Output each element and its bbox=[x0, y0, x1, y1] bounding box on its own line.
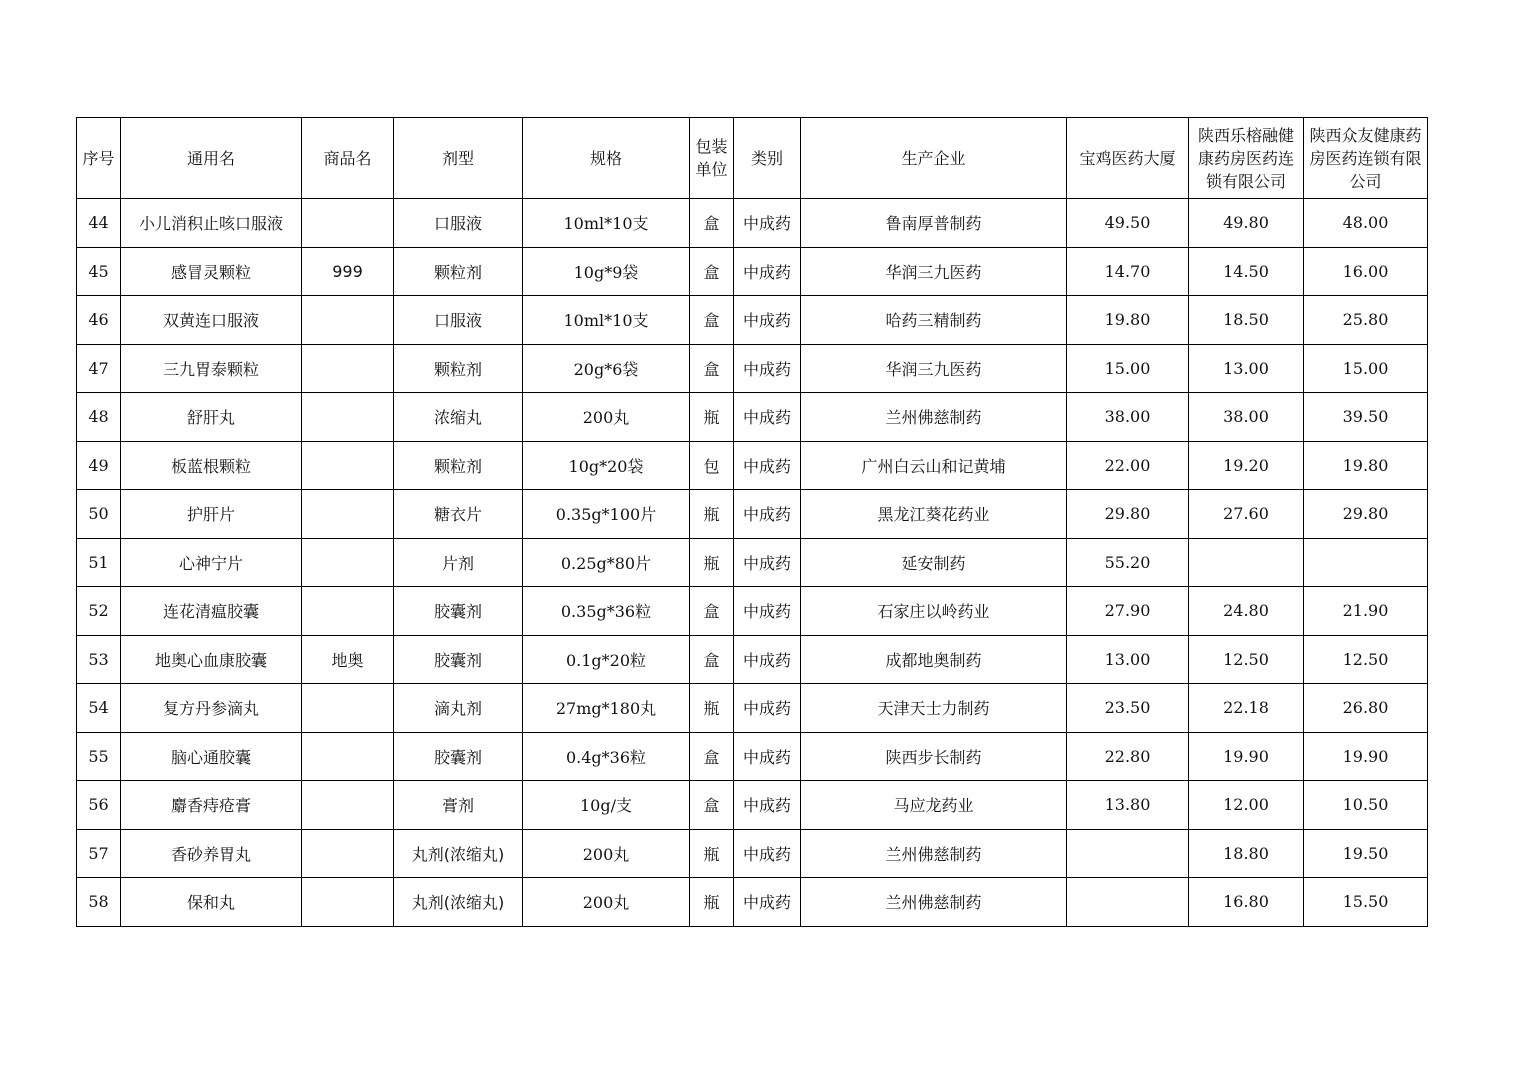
cell-dosage-form: 胶囊剂 bbox=[394, 587, 523, 636]
cell-package-unit: 瓶 bbox=[690, 538, 734, 587]
header-col-dosage-form: 剂型 bbox=[394, 118, 523, 199]
cell-category: 中成药 bbox=[734, 296, 801, 345]
cell-brand-name bbox=[302, 199, 394, 248]
cell-price-zhongyou: 15.50 bbox=[1304, 878, 1428, 927]
cell-package-unit: 盒 bbox=[690, 247, 734, 296]
cell-dosage-form: 糖衣片 bbox=[394, 490, 523, 539]
cell-index: 50 bbox=[77, 490, 121, 539]
cell-spec: 10ml*10支 bbox=[523, 199, 690, 248]
cell-category: 中成药 bbox=[734, 199, 801, 248]
cell-generic-name: 小儿消积止咳口服液 bbox=[121, 199, 302, 248]
cell-price-zhongyou: 25.80 bbox=[1304, 296, 1428, 345]
cell-generic-name: 板蓝根颗粒 bbox=[121, 441, 302, 490]
cell-package-unit: 瓶 bbox=[690, 490, 734, 539]
cell-price-baoji: 23.50 bbox=[1067, 684, 1189, 733]
table-header bbox=[77, 118, 1428, 199]
cell-category: 中成药 bbox=[734, 781, 801, 830]
cell-spec: 0.25g*80片 bbox=[523, 538, 690, 587]
table-row bbox=[77, 296, 1428, 345]
cell-index: 45 bbox=[77, 247, 121, 296]
cell-brand-name bbox=[302, 393, 394, 442]
cell-price-lerongrong: 19.90 bbox=[1189, 732, 1304, 781]
cell-package-unit: 盒 bbox=[690, 344, 734, 393]
cell-brand-name bbox=[302, 538, 394, 587]
cell-index: 57 bbox=[77, 829, 121, 878]
cell-price-lerongrong: 13.00 bbox=[1189, 344, 1304, 393]
cell-price-lerongrong: 19.20 bbox=[1189, 441, 1304, 490]
cell-spec: 0.35g*36粒 bbox=[523, 587, 690, 636]
cell-generic-name: 双黄连口服液 bbox=[121, 296, 302, 345]
drug-price-table bbox=[76, 117, 1428, 927]
cell-index: 53 bbox=[77, 635, 121, 684]
cell-manufacturer: 陕西步长制药 bbox=[801, 732, 1067, 781]
cell-manufacturer: 华润三九医药 bbox=[801, 344, 1067, 393]
table-row bbox=[77, 538, 1428, 587]
cell-price-zhongyou: 19.90 bbox=[1304, 732, 1428, 781]
cell-index: 55 bbox=[77, 732, 121, 781]
cell-price-zhongyou: 21.90 bbox=[1304, 587, 1428, 636]
cell-manufacturer: 马应龙药业 bbox=[801, 781, 1067, 830]
cell-manufacturer: 天津天士力制药 bbox=[801, 684, 1067, 733]
cell-manufacturer: 哈药三精制药 bbox=[801, 296, 1067, 345]
cell-price-zhongyou: 39.50 bbox=[1304, 393, 1428, 442]
cell-category: 中成药 bbox=[734, 732, 801, 781]
cell-generic-name: 三九胃泰颗粒 bbox=[121, 344, 302, 393]
cell-dosage-form: 浓缩丸 bbox=[394, 393, 523, 442]
cell-manufacturer: 鲁南厚普制药 bbox=[801, 199, 1067, 248]
cell-dosage-form: 片剂 bbox=[394, 538, 523, 587]
cell-dosage-form: 口服液 bbox=[394, 296, 523, 345]
cell-brand-name bbox=[302, 344, 394, 393]
cell-price-zhongyou: 19.80 bbox=[1304, 441, 1428, 490]
cell-manufacturer: 延安制药 bbox=[801, 538, 1067, 587]
cell-package-unit: 盒 bbox=[690, 732, 734, 781]
cell-price-baoji bbox=[1067, 878, 1189, 927]
cell-package-unit: 包 bbox=[690, 441, 734, 490]
cell-manufacturer: 兰州佛慈制药 bbox=[801, 878, 1067, 927]
cell-spec: 27mg*180丸 bbox=[523, 684, 690, 733]
header-col-package-unit: 包装单位 bbox=[690, 118, 734, 199]
header-col-manufacturer: 生产企业 bbox=[801, 118, 1067, 199]
cell-dosage-form: 丸剂(浓缩丸) bbox=[394, 878, 523, 927]
cell-package-unit: 盒 bbox=[690, 781, 734, 830]
cell-index: 56 bbox=[77, 781, 121, 830]
table-row bbox=[77, 199, 1428, 248]
table-row bbox=[77, 441, 1428, 490]
cell-index: 51 bbox=[77, 538, 121, 587]
cell-price-lerongrong: 18.80 bbox=[1189, 829, 1304, 878]
cell-dosage-form: 颗粒剂 bbox=[394, 344, 523, 393]
table-row bbox=[77, 781, 1428, 830]
cell-price-baoji: 22.80 bbox=[1067, 732, 1189, 781]
table-row bbox=[77, 878, 1428, 927]
table-row bbox=[77, 732, 1428, 781]
cell-price-baoji: 19.80 bbox=[1067, 296, 1189, 345]
header-col-price-zhongyou: 陕西众友健康药房医药连锁有限公司 bbox=[1304, 118, 1428, 199]
cell-index: 54 bbox=[77, 684, 121, 733]
cell-dosage-form: 胶囊剂 bbox=[394, 732, 523, 781]
cell-manufacturer: 黑龙江葵花药业 bbox=[801, 490, 1067, 539]
cell-package-unit: 瓶 bbox=[690, 829, 734, 878]
cell-dosage-form: 口服液 bbox=[394, 199, 523, 248]
cell-price-baoji: 49.50 bbox=[1067, 199, 1189, 248]
cell-price-lerongrong: 27.60 bbox=[1189, 490, 1304, 539]
cell-manufacturer: 成都地奥制药 bbox=[801, 635, 1067, 684]
cell-spec: 0.1g*20粒 bbox=[523, 635, 690, 684]
header-col-price-baoji: 宝鸡医药大厦 bbox=[1067, 118, 1189, 199]
cell-price-zhongyou bbox=[1304, 538, 1428, 587]
header-col-price-lerongrong: 陕西乐榕融健康药房医药连锁有限公司 bbox=[1189, 118, 1304, 199]
cell-price-baoji: 22.00 bbox=[1067, 441, 1189, 490]
cell-price-zhongyou: 16.00 bbox=[1304, 247, 1428, 296]
cell-spec: 10g*20袋 bbox=[523, 441, 690, 490]
cell-price-zhongyou: 48.00 bbox=[1304, 199, 1428, 248]
cell-category: 中成药 bbox=[734, 247, 801, 296]
cell-brand-name bbox=[302, 296, 394, 345]
table-row bbox=[77, 587, 1428, 636]
table-row bbox=[77, 490, 1428, 539]
cell-index: 58 bbox=[77, 878, 121, 927]
cell-dosage-form: 颗粒剂 bbox=[394, 247, 523, 296]
cell-manufacturer: 石家庄以岭药业 bbox=[801, 587, 1067, 636]
header-col-index: 序号 bbox=[77, 118, 121, 199]
cell-spec: 0.35g*100片 bbox=[523, 490, 690, 539]
cell-category: 中成药 bbox=[734, 878, 801, 927]
cell-spec: 0.4g*36粒 bbox=[523, 732, 690, 781]
header-col-category: 类别 bbox=[734, 118, 801, 199]
cell-generic-name: 香砂养胃丸 bbox=[121, 829, 302, 878]
table-row bbox=[77, 247, 1428, 296]
cell-manufacturer: 华润三九医药 bbox=[801, 247, 1067, 296]
cell-price-lerongrong: 12.50 bbox=[1189, 635, 1304, 684]
cell-price-zhongyou: 19.50 bbox=[1304, 829, 1428, 878]
cell-dosage-form: 丸剂(浓缩丸) bbox=[394, 829, 523, 878]
table-row bbox=[77, 344, 1428, 393]
cell-generic-name: 保和丸 bbox=[121, 878, 302, 927]
cell-price-baoji: 14.70 bbox=[1067, 247, 1189, 296]
cell-dosage-form: 颗粒剂 bbox=[394, 441, 523, 490]
cell-brand-name: 地奥 bbox=[302, 635, 394, 684]
cell-brand-name bbox=[302, 878, 394, 927]
cell-brand-name bbox=[302, 490, 394, 539]
cell-price-lerongrong: 49.80 bbox=[1189, 199, 1304, 248]
cell-generic-name: 复方丹参滴丸 bbox=[121, 684, 302, 733]
cell-generic-name: 感冒灵颗粒 bbox=[121, 247, 302, 296]
cell-category: 中成药 bbox=[734, 587, 801, 636]
header-col-generic-name: 通用名 bbox=[121, 118, 302, 199]
cell-brand-name: 999 bbox=[302, 247, 394, 296]
cell-manufacturer: 兰州佛慈制药 bbox=[801, 393, 1067, 442]
cell-price-baoji: 27.90 bbox=[1067, 587, 1189, 636]
cell-brand-name bbox=[302, 441, 394, 490]
cell-generic-name: 连花清瘟胶囊 bbox=[121, 587, 302, 636]
cell-brand-name bbox=[302, 587, 394, 636]
cell-dosage-form: 胶囊剂 bbox=[394, 635, 523, 684]
cell-category: 中成药 bbox=[734, 344, 801, 393]
cell-price-zhongyou: 10.50 bbox=[1304, 781, 1428, 830]
cell-spec: 10g/支 bbox=[523, 781, 690, 830]
cell-category: 中成药 bbox=[734, 684, 801, 733]
cell-spec: 200丸 bbox=[523, 393, 690, 442]
cell-dosage-form: 滴丸剂 bbox=[394, 684, 523, 733]
cell-manufacturer: 广州白云山和记黄埔 bbox=[801, 441, 1067, 490]
cell-category: 中成药 bbox=[734, 490, 801, 539]
cell-spec: 200丸 bbox=[523, 829, 690, 878]
cell-price-lerongrong bbox=[1189, 538, 1304, 587]
cell-generic-name: 心神宁片 bbox=[121, 538, 302, 587]
cell-package-unit: 盒 bbox=[690, 587, 734, 636]
cell-price-lerongrong: 14.50 bbox=[1189, 247, 1304, 296]
cell-brand-name bbox=[302, 781, 394, 830]
cell-index: 49 bbox=[77, 441, 121, 490]
table-row bbox=[77, 829, 1428, 878]
cell-price-baoji: 15.00 bbox=[1067, 344, 1189, 393]
table-body bbox=[77, 199, 1428, 927]
cell-price-baoji bbox=[1067, 829, 1189, 878]
cell-category: 中成药 bbox=[734, 538, 801, 587]
cell-generic-name: 脑心通胶囊 bbox=[121, 732, 302, 781]
cell-price-baoji: 13.00 bbox=[1067, 635, 1189, 684]
cell-price-baoji: 38.00 bbox=[1067, 393, 1189, 442]
cell-brand-name bbox=[302, 829, 394, 878]
cell-price-zhongyou: 15.00 bbox=[1304, 344, 1428, 393]
cell-package-unit: 瓶 bbox=[690, 393, 734, 442]
cell-price-lerongrong: 38.00 bbox=[1189, 393, 1304, 442]
cell-generic-name: 麝香痔疮膏 bbox=[121, 781, 302, 830]
cell-dosage-form: 膏剂 bbox=[394, 781, 523, 830]
cell-category: 中成药 bbox=[734, 393, 801, 442]
cell-spec: 10g*9袋 bbox=[523, 247, 690, 296]
cell-package-unit: 盒 bbox=[690, 296, 734, 345]
header-col-brand-name: 商品名 bbox=[302, 118, 394, 199]
header-row bbox=[77, 118, 1428, 199]
cell-package-unit: 盒 bbox=[690, 635, 734, 684]
cell-index: 47 bbox=[77, 344, 121, 393]
cell-generic-name: 护肝片 bbox=[121, 490, 302, 539]
cell-category: 中成药 bbox=[734, 829, 801, 878]
cell-package-unit: 盒 bbox=[690, 199, 734, 248]
cell-category: 中成药 bbox=[734, 635, 801, 684]
cell-price-lerongrong: 18.50 bbox=[1189, 296, 1304, 345]
cell-brand-name bbox=[302, 684, 394, 733]
header-col-spec: 规格 bbox=[523, 118, 690, 199]
cell-generic-name: 舒肝丸 bbox=[121, 393, 302, 442]
cell-manufacturer: 兰州佛慈制药 bbox=[801, 829, 1067, 878]
cell-price-zhongyou: 12.50 bbox=[1304, 635, 1428, 684]
table-row bbox=[77, 635, 1428, 684]
cell-price-baoji: 13.80 bbox=[1067, 781, 1189, 830]
cell-category: 中成药 bbox=[734, 441, 801, 490]
cell-package-unit: 瓶 bbox=[690, 878, 734, 927]
cell-price-baoji: 29.80 bbox=[1067, 490, 1189, 539]
cell-spec: 20g*6袋 bbox=[523, 344, 690, 393]
table-row bbox=[77, 684, 1428, 733]
cell-index: 46 bbox=[77, 296, 121, 345]
cell-generic-name: 地奥心血康胶囊 bbox=[121, 635, 302, 684]
cell-price-baoji: 55.20 bbox=[1067, 538, 1189, 587]
table-row bbox=[77, 393, 1428, 442]
cell-price-lerongrong: 12.00 bbox=[1189, 781, 1304, 830]
cell-package-unit: 瓶 bbox=[690, 684, 734, 733]
cell-index: 44 bbox=[77, 199, 121, 248]
cell-price-lerongrong: 22.18 bbox=[1189, 684, 1304, 733]
cell-price-lerongrong: 16.80 bbox=[1189, 878, 1304, 927]
cell-price-lerongrong: 24.80 bbox=[1189, 587, 1304, 636]
cell-price-zhongyou: 29.80 bbox=[1304, 490, 1428, 539]
cell-index: 48 bbox=[77, 393, 121, 442]
cell-price-zhongyou: 26.80 bbox=[1304, 684, 1428, 733]
cell-spec: 200丸 bbox=[523, 878, 690, 927]
cell-spec: 10ml*10支 bbox=[523, 296, 690, 345]
cell-index: 52 bbox=[77, 587, 121, 636]
cell-brand-name bbox=[302, 732, 394, 781]
